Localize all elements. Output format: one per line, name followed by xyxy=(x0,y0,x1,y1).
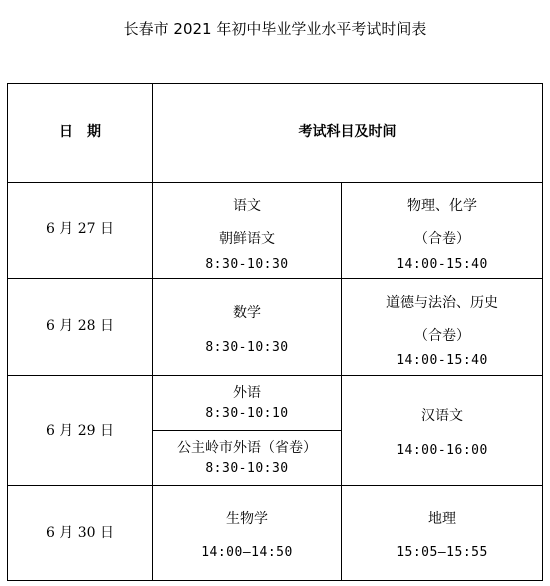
row-3-left-bottom-time: 8:30-10:30 xyxy=(205,461,289,476)
row-2-right-note: （合卷） xyxy=(414,328,470,344)
row-4-left-subject: 生物学 xyxy=(226,511,268,527)
row-2-left-time: 8:30-10:30 xyxy=(205,340,289,355)
row-2-date: 6 月 28 日 xyxy=(45,318,115,334)
row-3-left-bottom-subject: 公主岭市外语（省卷） xyxy=(177,440,317,456)
row-3-date: 6 月 29 日 xyxy=(45,423,115,439)
header-subjects-label: 考试科目及时间 xyxy=(298,124,397,140)
row-2-right-time: 14:00-15:40 xyxy=(396,353,488,368)
row-4-left-time: 14:00—14:50 xyxy=(201,545,293,560)
row-1-left-subject-2: 朝鲜语文 xyxy=(219,231,275,247)
row-2-left-subject: 数学 xyxy=(233,305,261,321)
row-separator-3 xyxy=(7,485,543,486)
row-2-right-subject: 道德与法治、历史 xyxy=(386,295,498,311)
row-3-left-split xyxy=(152,430,342,431)
row-separator-1 xyxy=(7,278,543,279)
row-4-right-subject: 地理 xyxy=(428,511,456,527)
row-3-right-time: 14:00-16:00 xyxy=(396,443,488,458)
header-date-label: 日 期 xyxy=(59,124,101,140)
row-1-right-time: 14:00-15:40 xyxy=(396,257,488,272)
table-border-top xyxy=(7,83,543,84)
row-3-left-top-time: 8:30-10:10 xyxy=(205,406,289,421)
table-border-bottom xyxy=(7,580,543,581)
row-4-date: 6 月 30 日 xyxy=(45,525,115,541)
row-1-right-note: （合卷） xyxy=(414,231,470,247)
row-3-left-top-subject: 外语 xyxy=(233,385,261,401)
row-separator-2 xyxy=(7,375,543,376)
row-1-date: 6 月 27 日 xyxy=(45,221,115,237)
row-1-right-subject: 物理、化学 xyxy=(407,198,477,214)
row-3-right-subject: 汉语文 xyxy=(421,408,463,424)
date-column-divider xyxy=(152,83,153,581)
row-1-left-subject: 语文 xyxy=(233,198,261,214)
row-1-left-time: 8:30-10:30 xyxy=(205,257,289,272)
document-title: 长春市 2021 年初中毕业学业水平考试时间表 xyxy=(123,20,427,38)
row-4-right-time: 15:05—15:55 xyxy=(396,545,488,560)
table-border-right xyxy=(542,83,543,581)
header-bottom-line xyxy=(7,182,543,183)
